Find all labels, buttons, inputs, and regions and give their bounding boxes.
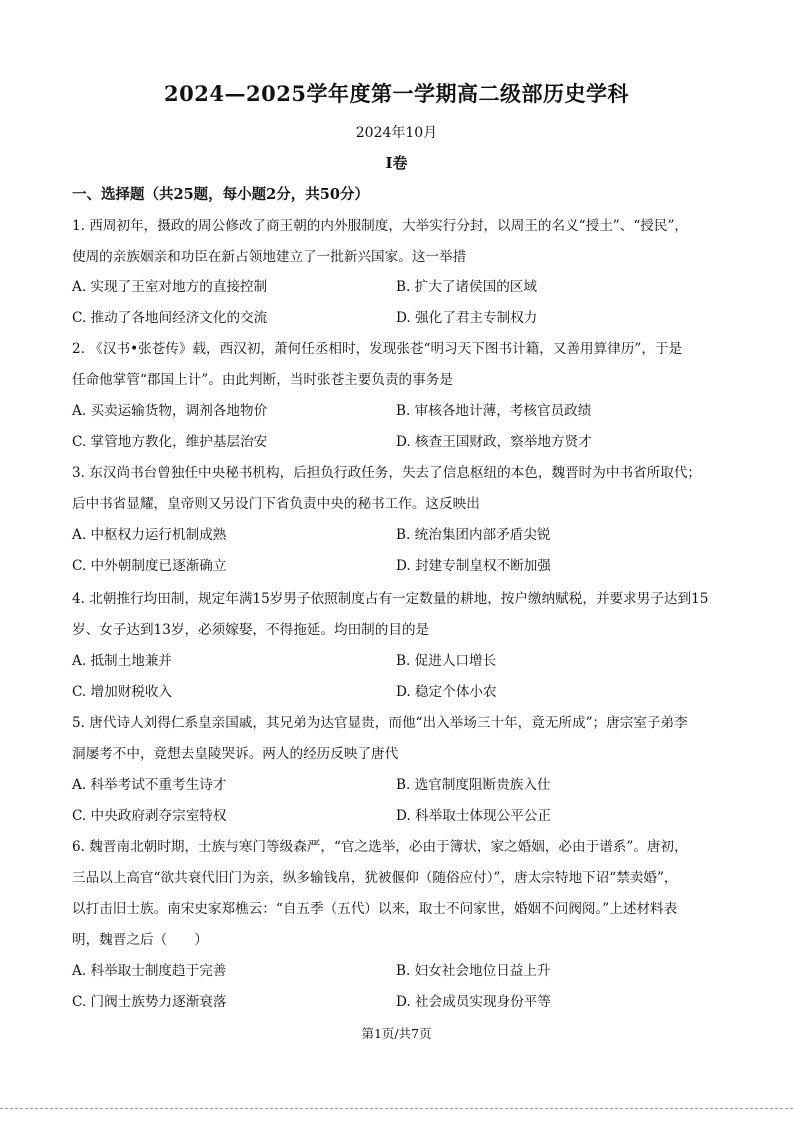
question-text-line: 三品以上高官“欲共衰代旧门为亲，纵多输钱帛，犹被偃仰（随俗应付）”，唐太宗特地下诏“禁卖婚”， <box>72 870 678 886</box>
section-heading: 一、选择题（共25题，每小题2分，共50分） <box>72 186 369 203</box>
question-text-line: 5. 唐代诗人刘得仁系皇亲国戚，其兄弟为达官显贵，而他“出入举场三十年，竟无所成”；唐宗室子弟李 <box>72 715 688 731</box>
question-text-line: 任命他掌管“郡国上计”。由此判断，当时张苍主要负责的事务是 <box>72 372 453 388</box>
option-b: B. 妇女社会地位日益上升 <box>396 963 551 979</box>
option-c: C. 推动了各地间经济文化的交流 <box>72 310 268 326</box>
question-text-line: 3. 东汉尚书台曾独任中央秘书机构，后担负行政任务，失去了信息枢纽的本色，魏晋时为中书省所取代； <box>72 465 702 481</box>
option-b: B. 扩大了诸侯国的区域 <box>396 279 537 295</box>
option-c: C. 中央政府剥夺宗室特权 <box>72 808 227 824</box>
option-a: A. 抵制土地兼并 <box>72 653 173 669</box>
option-a: A. 科举考试不重考生诗才 <box>72 777 227 793</box>
option-a: A. 中枢权力运行机制成熟 <box>72 527 227 543</box>
option-c: C. 中外朝制度已逐渐确立 <box>72 558 227 574</box>
question-text-line: 后中书省显耀，皇帝则又另设门下省负责中央的秘书工作。这反映出 <box>72 496 480 512</box>
option-c: C. 掌管地方教化，维护基层治安 <box>72 434 268 450</box>
page-number: 第1页/共7页 <box>361 1026 432 1041</box>
option-d: D. 科举取士体现公平公正 <box>396 808 551 824</box>
option-d: D. 强化了君主专制权力 <box>396 310 538 326</box>
question-text-line: 4. 北朝推行均田制，规定年满15岁男子依照制度占有一定数量的耕地，按户缴纳赋税，并要求男子达到15 <box>72 591 709 607</box>
volume-label: I卷 <box>385 154 408 172</box>
question-text-line: 使周的亲族姻亲和功臣在新占领地建立了一批新兴国家。这一举措 <box>72 249 467 265</box>
page-divider <box>0 1108 793 1109</box>
question-text-line: 以打击旧士族。南宋史家郑樵云：“自五季（五代）以来，取士不问家世，婚姻不问阀阅。”上述材料表 <box>72 901 678 917</box>
question-text-line: 2. 《汉书•张苍传》载，西汉初，萧何任丞相时，发现张苍“明习天下图书计籍，又善用算律历”，于是 <box>72 341 683 357</box>
option-b: B. 统治集团内部矛盾尖锐 <box>396 527 551 543</box>
question-text-line: 洞屡考不中，竟想去皇陵哭诉。两人的经历反映了唐代 <box>72 746 399 762</box>
question-text-line: 明，魏晋之后（ ） <box>72 932 208 948</box>
option-a: A. 买卖运输货物，调剂各地物价 <box>72 403 268 419</box>
option-b: B. 审核各地计薄，考核官员政绩 <box>396 403 592 419</box>
exam-date: 2024年10月 <box>355 125 438 141</box>
question-text-line: 6. 魏晋南北朝时期，士族与寒门等级森严，“官之选举，必由于簿状，家之婚姻，必由于谱系”。唐初， <box>72 839 688 855</box>
option-d: D. 核查王国财政，察举地方贤才 <box>396 434 592 450</box>
question-text-line: 1. 西周初年，摄政的周公修改了商王朝的内外服制度，大举实行分封，以周王的名义“授土”、“授民”， <box>72 218 689 234</box>
question-text-line: 岁、女子达到13岁，必须嫁娶，不得拖延。均田制的目的是 <box>72 622 430 638</box>
page-title: 2024—2025学年度第一学期高二级部历史学科 <box>164 81 629 106</box>
option-d: D. 社会成员实现身份平等 <box>396 994 551 1010</box>
option-d: D. 封建专制皇权不断加强 <box>396 558 551 574</box>
option-c: C. 门阀士族势力逐渐衰落 <box>72 994 227 1010</box>
option-b: B. 选官制度阻断贵族入仕 <box>396 777 551 793</box>
option-c: C. 增加财税收入 <box>72 684 173 700</box>
option-b: B. 促进人口增长 <box>396 653 497 669</box>
option-a: A. 实现了王室对地方的直接控制 <box>72 279 268 295</box>
option-a: A. 科举取士制度趋于完善 <box>72 963 227 979</box>
option-d: D. 稳定个体小农 <box>396 684 497 700</box>
